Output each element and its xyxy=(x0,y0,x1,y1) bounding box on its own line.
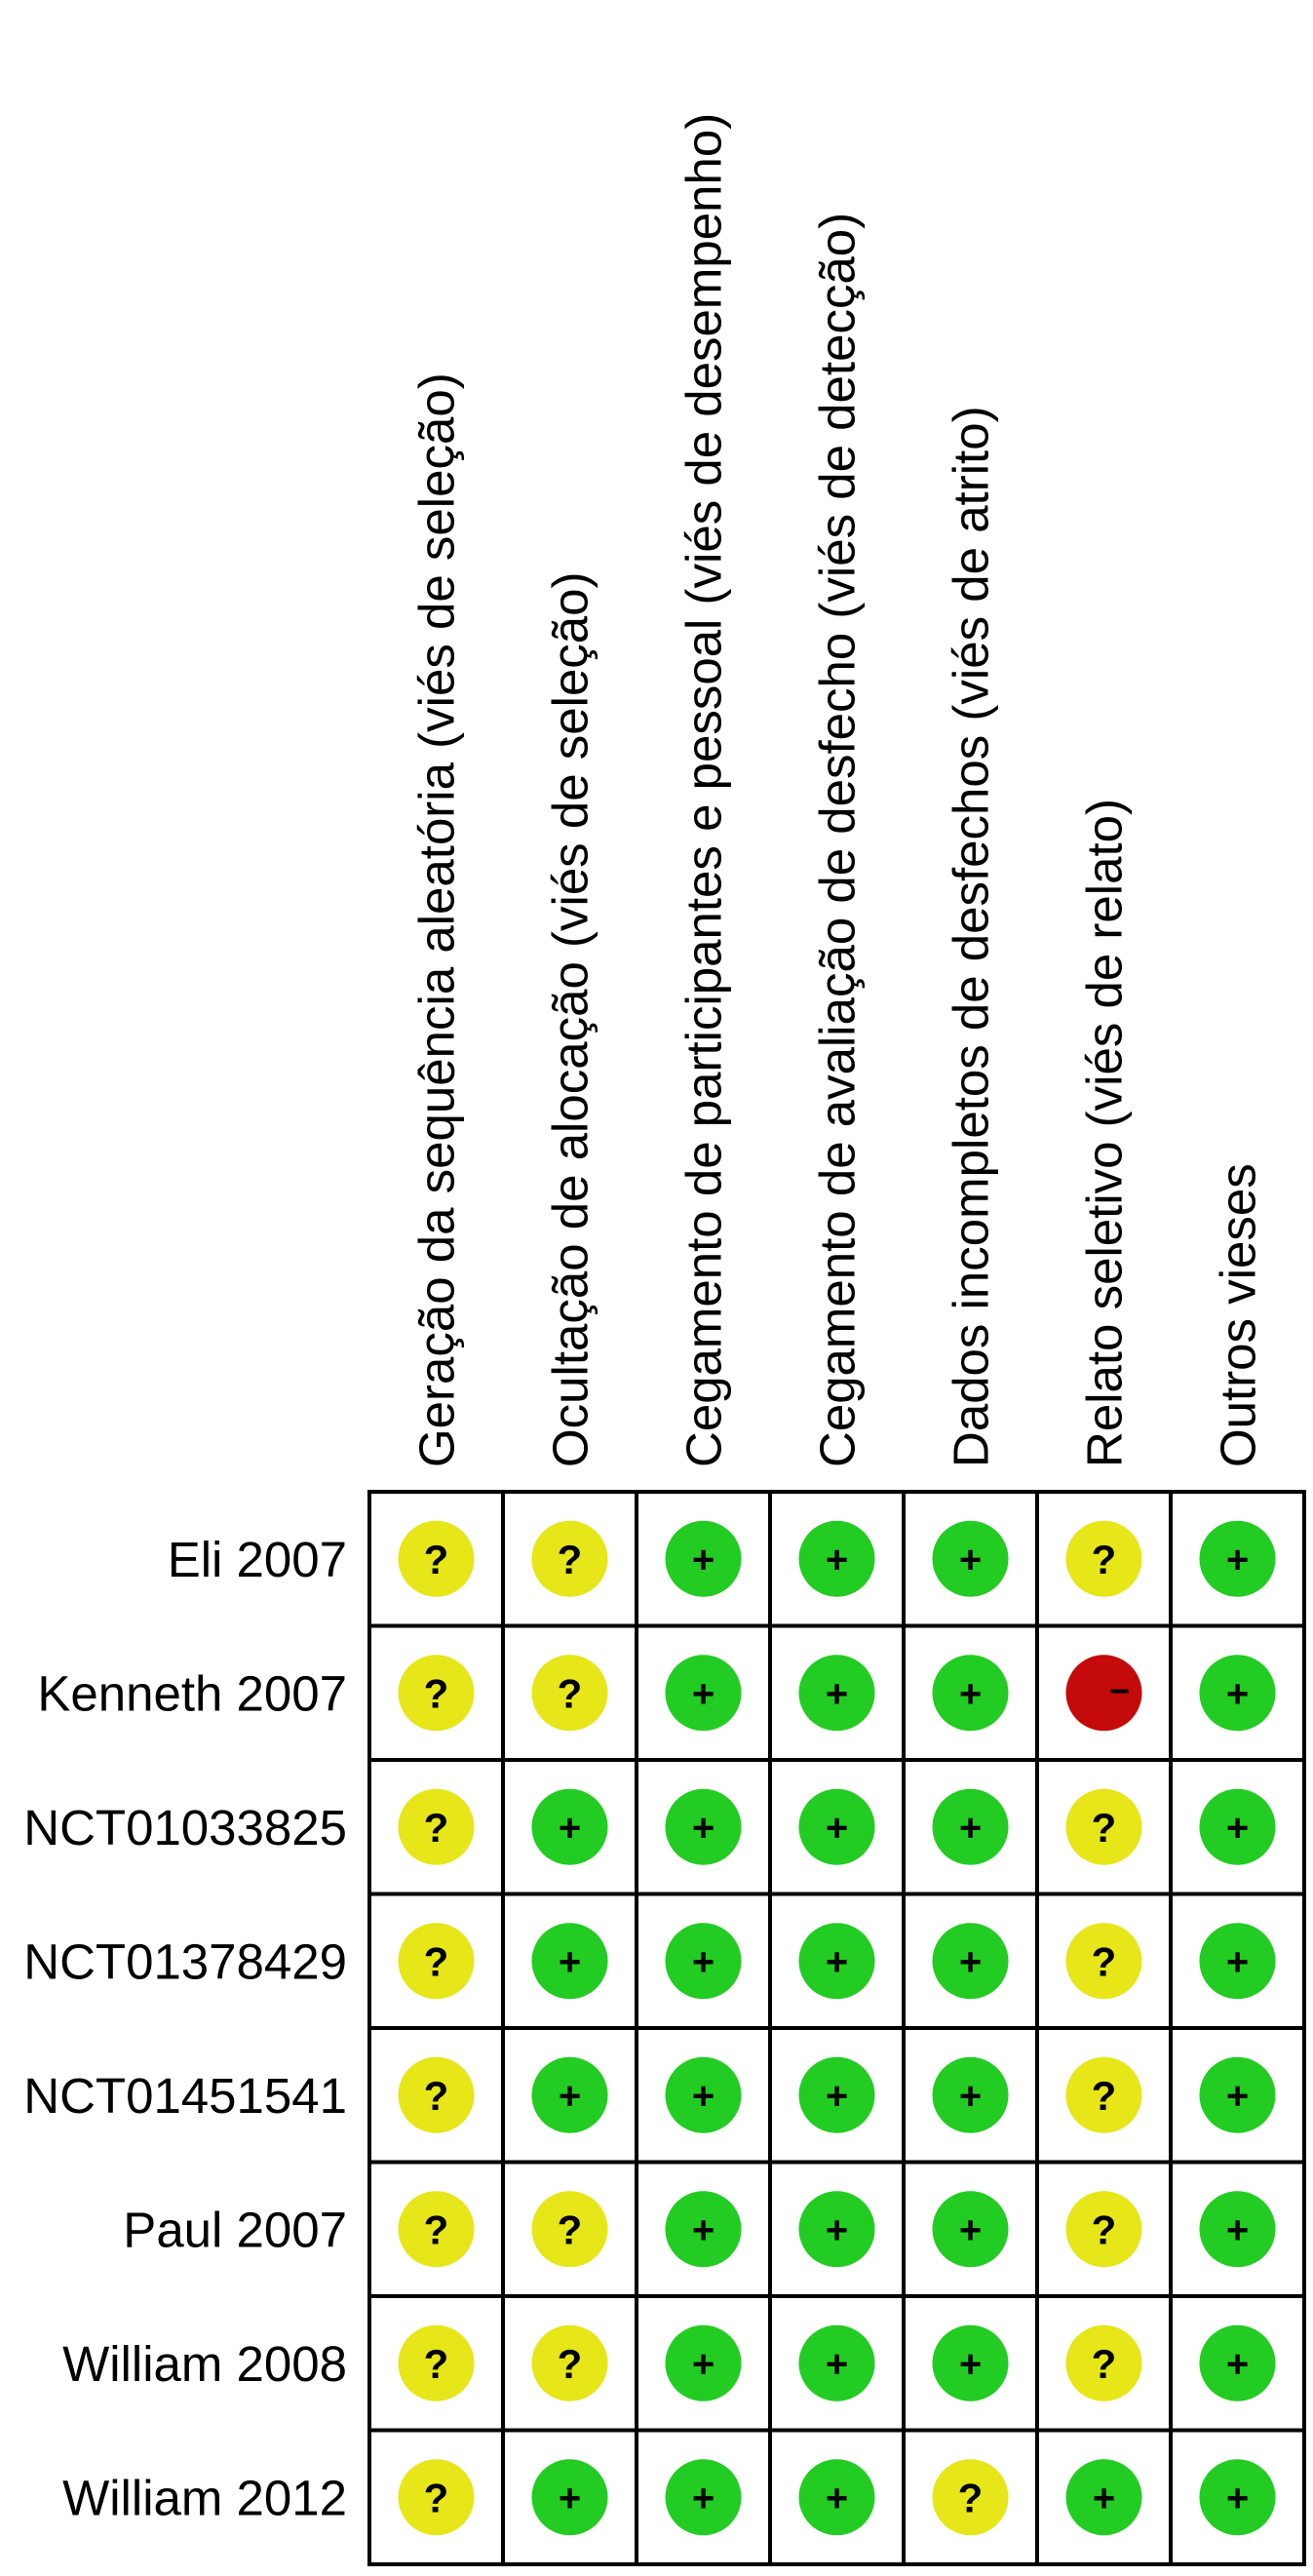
rating-cell xyxy=(770,1626,904,1761)
rating-cell xyxy=(904,1760,1037,1894)
risk-unclear-glyph: ? xyxy=(423,1804,449,1851)
risk-low-glyph: + xyxy=(691,2074,715,2118)
risk-unclear-glyph: ? xyxy=(557,1536,583,1582)
risk-unclear-glyph: ? xyxy=(423,1938,449,1985)
risk-low-glyph: + xyxy=(825,2074,849,2118)
risk-high-icon xyxy=(1066,1655,1142,1731)
rating-cell xyxy=(369,2028,503,2163)
risk-low-glyph: + xyxy=(958,1672,983,1716)
study-label: Paul 2007 xyxy=(123,2202,347,2258)
risk-low-glyph: + xyxy=(1225,1806,1250,1850)
risk-low-glyph: + xyxy=(691,1940,715,1984)
rating-cell xyxy=(770,1492,904,1626)
column-header: Cegamento de avaliação de desfecho (viés de detecção) xyxy=(809,212,866,1467)
risk-low-glyph: + xyxy=(958,1806,983,1850)
rating-cell xyxy=(637,1626,770,1761)
rating-cell xyxy=(503,1894,637,2029)
risk-low-glyph: + xyxy=(825,1538,849,1581)
risk-low-glyph: + xyxy=(958,2342,983,2386)
rating-cell xyxy=(1037,1760,1171,1894)
rating-cell xyxy=(770,2163,904,2297)
rating-cell xyxy=(1171,1760,1304,1894)
rating-cell xyxy=(369,1492,503,1626)
rating-cell xyxy=(369,2296,503,2431)
risk-unclear-glyph: ? xyxy=(423,2072,449,2119)
risk-low-glyph: + xyxy=(558,2074,582,2118)
column-header: Dados incompletos de desfechos (viés de atrito) xyxy=(943,406,999,1467)
rating-cell xyxy=(1037,2163,1171,2297)
risk-low-glyph: + xyxy=(1225,1940,1250,1984)
risk-unclear-glyph: ? xyxy=(423,2340,449,2387)
column-header: Geração da sequência aleatória (viés de seleção) xyxy=(408,372,465,1467)
rating-cell xyxy=(1171,2163,1304,2297)
rating-cell xyxy=(904,1894,1037,2029)
rating-cell xyxy=(770,2028,904,2163)
column-header: Cegamento de participantes e pessoal (viés de desempenho) xyxy=(676,112,732,1467)
rating-cell xyxy=(503,2431,637,2565)
risk-unclear-glyph: ? xyxy=(1091,2072,1117,2119)
risk-high-glyph: − xyxy=(1108,1670,1131,1711)
rating-cell xyxy=(1037,1894,1171,2029)
risk-unclear-glyph: ? xyxy=(557,2340,583,2387)
risk-low-glyph: + xyxy=(691,2477,715,2520)
rating-cell xyxy=(503,2028,637,2163)
risk-unclear-glyph: ? xyxy=(423,2206,449,2253)
risk-low-glyph: + xyxy=(1225,2342,1250,2386)
risk-low-glyph: + xyxy=(958,1940,983,1984)
risk-unclear-glyph: ? xyxy=(423,2475,449,2521)
risk-low-glyph: + xyxy=(691,1538,715,1581)
rating-cell xyxy=(1171,2028,1304,2163)
study-label: NCT01378429 xyxy=(23,1933,347,1990)
risk-low-glyph: + xyxy=(1225,2074,1250,2118)
rating-cell xyxy=(1037,1626,1171,1761)
rating-cell xyxy=(637,1760,770,1894)
risk-low-glyph: + xyxy=(691,1806,715,1850)
study-label: William 2012 xyxy=(62,2470,347,2526)
risk-low-glyph: + xyxy=(958,1538,983,1581)
risk-low-glyph: + xyxy=(825,1940,849,1984)
rating-cell xyxy=(1171,2296,1304,2431)
risk-low-glyph: + xyxy=(825,1672,849,1716)
rating-cell xyxy=(1037,2431,1171,2565)
rating-cell xyxy=(1037,1492,1171,1626)
rating-cell xyxy=(369,1894,503,2029)
rating-cell xyxy=(1171,2431,1304,2565)
rating-cell xyxy=(904,2431,1037,2565)
risk-low-glyph: + xyxy=(1225,2208,1250,2252)
risk-low-glyph: + xyxy=(1092,2477,1116,2520)
risk-unclear-glyph: ? xyxy=(1091,2340,1117,2387)
risk-low-glyph: + xyxy=(958,2074,983,2118)
risk-low-glyph: + xyxy=(558,1940,582,1984)
risk-low-glyph: + xyxy=(825,2208,849,2252)
rating-cell xyxy=(904,1626,1037,1761)
column-header: Ocultação de alocação (viés de seleção) xyxy=(542,571,599,1467)
rating-cell xyxy=(1171,1626,1304,1761)
risk-low-glyph: + xyxy=(1225,1538,1250,1581)
rating-cell xyxy=(1037,2296,1171,2431)
rating-cell xyxy=(637,2431,770,2565)
risk-unclear-glyph: ? xyxy=(1091,1938,1117,1985)
rating-cell xyxy=(637,1894,770,2029)
rating-cell xyxy=(904,1492,1037,1626)
rating-cell xyxy=(770,2296,904,2431)
rating-cell xyxy=(770,1894,904,2029)
risk-unclear-glyph: ? xyxy=(1091,2206,1117,2253)
rating-cell xyxy=(904,2163,1037,2297)
risk-low-glyph: + xyxy=(825,2477,849,2520)
grid-cells xyxy=(369,1492,1304,2564)
rating-cell xyxy=(503,1760,637,1894)
rating-cell xyxy=(904,2296,1037,2431)
risk-unclear-glyph: ? xyxy=(957,2475,984,2521)
risk-low-glyph: + xyxy=(691,2342,715,2386)
risk-low-glyph: + xyxy=(1225,2477,1250,2520)
study-label: NCT01033825 xyxy=(23,1799,347,1855)
risk-low-glyph: + xyxy=(1225,1672,1250,1716)
rating-cell xyxy=(369,2163,503,2297)
rating-cell xyxy=(369,1760,503,1894)
rating-cell xyxy=(770,2431,904,2565)
rating-cell xyxy=(770,1760,904,1894)
risk-unclear-glyph: ? xyxy=(423,1536,449,1582)
row-labels xyxy=(23,1532,347,2526)
risk-low-glyph: + xyxy=(558,2477,582,2520)
rating-cell xyxy=(503,2163,637,2297)
rating-cell xyxy=(503,1492,637,1626)
risk-unclear-glyph: ? xyxy=(1091,1804,1117,1851)
rating-cell xyxy=(1037,2028,1171,2163)
rating-cell xyxy=(369,2431,503,2565)
rating-cell xyxy=(904,2028,1037,2163)
column-header: Relato seletivo (viés de relato) xyxy=(1076,799,1133,1467)
risk-low-glyph: + xyxy=(558,1806,582,1850)
study-label: Eli 2007 xyxy=(167,1531,347,1587)
column-headers xyxy=(409,113,1266,1467)
risk-low-glyph: + xyxy=(825,2342,849,2386)
study-label: William 2008 xyxy=(62,2335,347,2392)
rating-cell xyxy=(369,1626,503,1761)
risk-low-glyph: + xyxy=(958,2208,983,2252)
rating-cell xyxy=(503,1626,637,1761)
rating-cell xyxy=(1171,1894,1304,2029)
risk-unclear-glyph: ? xyxy=(557,1670,583,1717)
rating-cell xyxy=(637,2296,770,2431)
rating-cell xyxy=(637,2028,770,2163)
risk-low-glyph: + xyxy=(691,1672,715,1716)
study-label: NCT01451541 xyxy=(23,2067,347,2124)
column-header: Outros vieses xyxy=(1210,1163,1266,1467)
risk-unclear-glyph: ? xyxy=(423,1670,449,1717)
risk-low-glyph: + xyxy=(691,2208,715,2252)
rating-cell xyxy=(503,2296,637,2431)
risk-low-glyph: + xyxy=(825,1806,849,1850)
rating-cell xyxy=(637,1492,770,1626)
risk-unclear-glyph: ? xyxy=(1091,1536,1117,1582)
rating-cell xyxy=(1171,1492,1304,1626)
study-label: Kenneth 2007 xyxy=(37,1665,347,1722)
risk-unclear-glyph: ? xyxy=(557,2206,583,2253)
rating-cell xyxy=(637,2163,770,2297)
